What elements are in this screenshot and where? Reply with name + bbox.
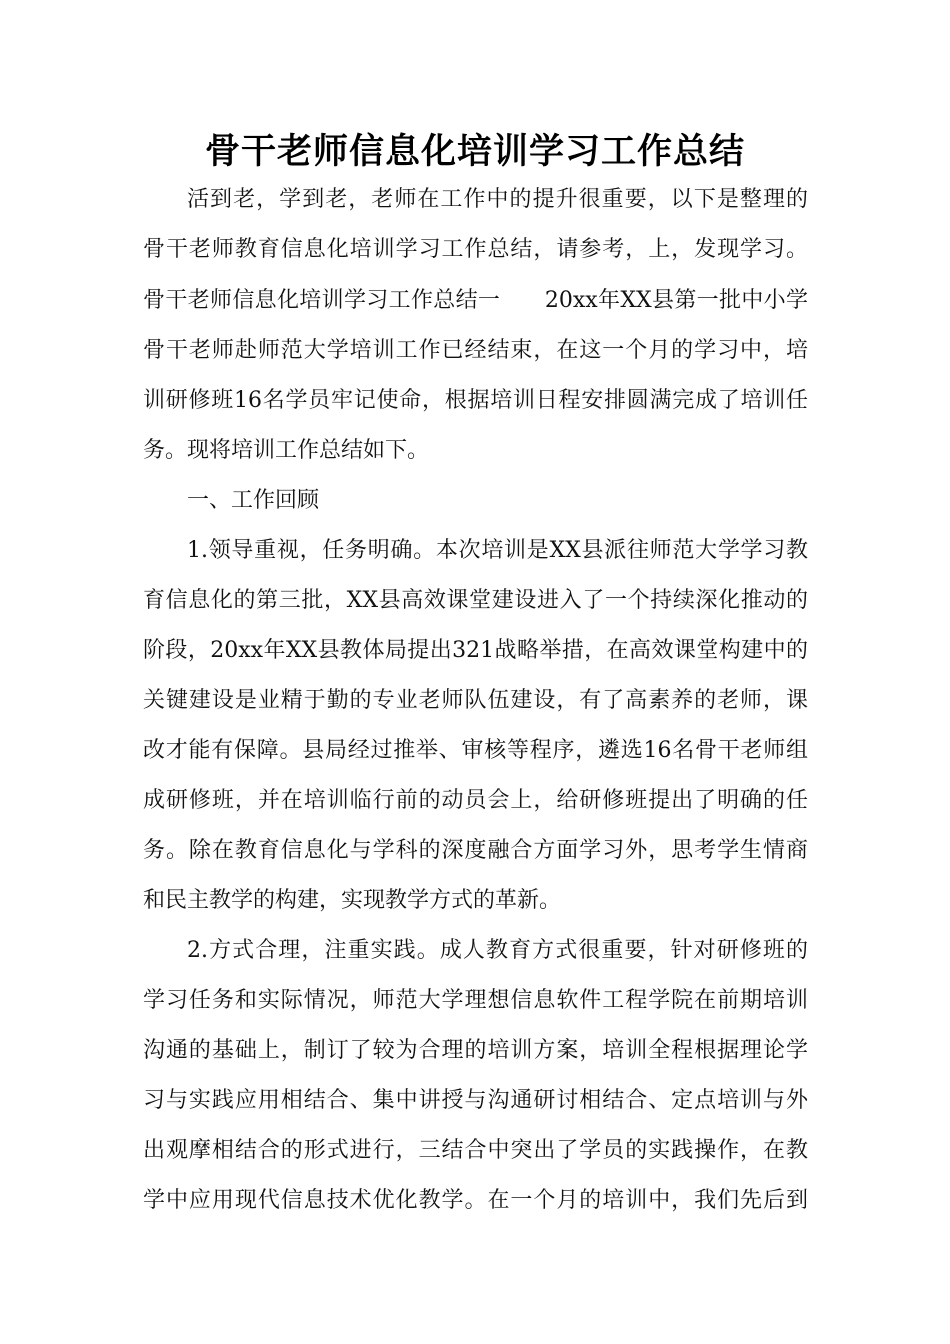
paragraph-line: 2.方式合理，注重实践。成人教育方式很重要，针对研修班的 [187, 938, 808, 963]
paragraph-line: 务。除在教育信息化与学科的深度融合方面学习外，思考学生情商 [143, 838, 808, 863]
paragraph-line: 育信息化的第三批，XX县高效课堂建设进入了一个持续深化推动的 [143, 588, 808, 613]
paragraph-line: 成研修班，并在培训临行前的动员会上，给研修班提出了明确的任 [143, 788, 808, 813]
paragraph-line: 关键建设是业精于勤的专业老师队伍建设，有了高素养的老师，课 [143, 688, 808, 713]
paragraph-line: 阶段，20xx年XX县教体局提出321战略举措，在高效课堂构建中的 [143, 638, 808, 663]
paragraph-line: 出观摩相结合的形式进行，三结合中突出了学员的实践操作，在教 [143, 1138, 808, 1163]
paragraph-line: 学中应用现代信息技术优化教学。在一个月的培训中，我们先后到 [143, 1188, 808, 1213]
document-title: 骨干老师信息化培训学习工作总结 [204, 132, 745, 172]
paragraph-line: 骨干老师信息化培训学习工作总结一 20xx年XX县第一批中小学 [143, 288, 808, 313]
paragraph-line: 1.领导重视，任务明确。本次培训是XX县派往师范大学学习教 [187, 538, 808, 563]
paragraph-line: 训研修班16名学员牢记使命，根据培训日程安排圆满完成了培训任 [143, 388, 808, 413]
paragraph-line: 骨干老师教育信息化培训学习工作总结，请参考，上，发现学习。 [143, 237, 808, 262]
paragraph-line: 学习任务和实际情况，师范大学理想信息软件工程学院在前期培训 [143, 988, 808, 1013]
section-heading: 一、工作回顾 [187, 488, 320, 513]
paragraph-line: 改才能有保障。县局经过推举、审核等程序，遴选16名骨干老师组 [143, 738, 808, 763]
paragraph-line: 习与实践应用相结合、集中讲授与沟通研讨相结合、定点培训与外 [143, 1088, 808, 1113]
paragraph-line: 沟通的基础上，制订了较为合理的培训方案，培训全程根据理论学 [143, 1038, 808, 1063]
paragraph-line: 务。现将培训工作总结如下。 [143, 438, 430, 463]
paragraph-line: 骨干老师赴师范大学培训工作已经结束，在这一个月的学习中，培 [143, 338, 808, 363]
paragraph-line: 和民主教学的构建，实现教学方式的革新。 [143, 888, 562, 913]
paragraph-line: 活到老，学到老，老师在工作中的提升很重要，以下是整理的 [187, 187, 808, 212]
